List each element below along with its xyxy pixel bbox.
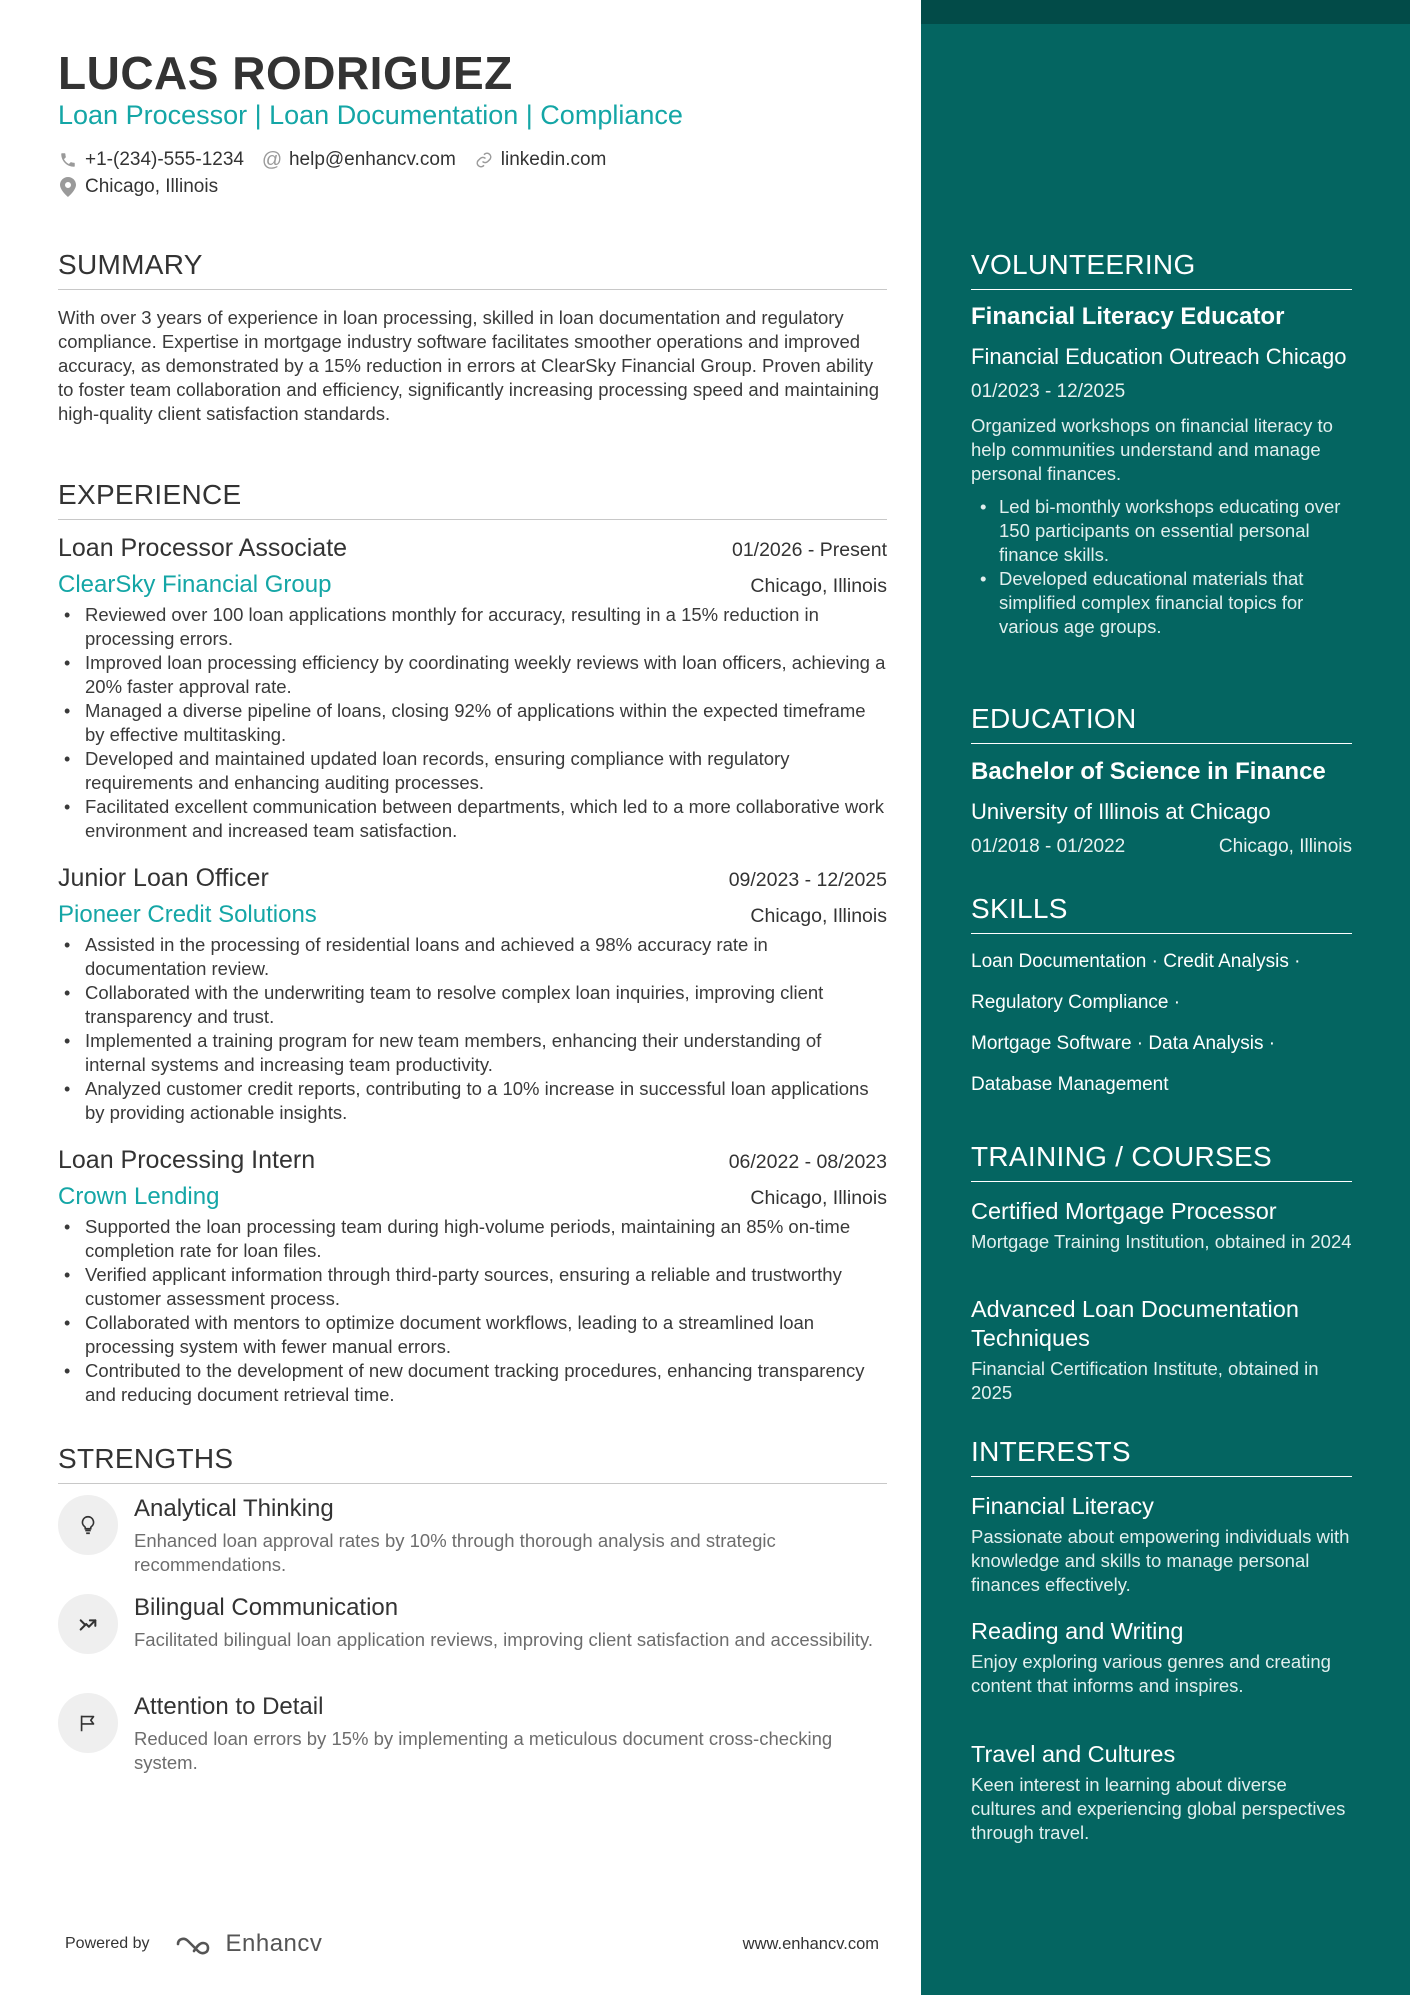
footer [65,1930,879,1958]
interest-name: Reading and Writing [971,1618,1184,1644]
skill-line: Mortgage Software · Data Analysis · [971,1033,1276,1054]
summary-heading: SUMMARY [58,249,887,290]
education-heading: EDUCATION [971,703,1352,744]
bullet: • Managed a diverse pipeline of loans, closing 92% of applications within the expected timeframe by effective multitasking. [58,699,887,747]
volunteer-org: Financial Education Outreach Chicago [971,344,1347,369]
interest-item [971,1740,1352,1845]
skill-line: Loan Documentation · Credit Analysis · [971,951,1301,972]
sidebar-top-bar [921,0,1410,24]
job-dates: 01/2026 - Present [731,539,887,561]
location-row [58,176,218,198]
powered-by-label: Powered by [65,1935,150,1952]
phone-icon [58,150,78,170]
enhancv-logo-icon [174,1932,220,1956]
job-title: Junior Loan Officer [58,864,269,892]
bullet: • Assisted in the processing of residential loans and achieved a 98% accuracy rate in documentation review. [58,933,887,981]
strength-title: Bilingual Communication [134,1594,399,1621]
bullet: • Verified applicant information through third-party sources, ensuring a reliable and trustworthy customer assessment process. [58,1263,887,1311]
job-dates: 09/2023 - 12/2025 [728,869,887,891]
training-heading: TRAINING / COURSES [971,1141,1352,1182]
interest-item [971,1617,1352,1698]
skills-heading: SKILLS [971,893,1352,934]
location-text: Chicago, Illinois [85,176,219,197]
volunteering-heading: VOLUNTEERING [971,249,1352,290]
interest-desc: Passionate about empowering individuals with knowledge and skills to manage personal finances effectively. [971,1526,1350,1595]
bullet: • Implemented a training program for new team members, enhancing their understanding of internal systems and increasing team productivity. [58,1029,887,1077]
contact-linkedin [474,149,607,171]
course-name: Advanced Loan Documentation Techniques [971,1296,1299,1351]
enhancv-logo[interactable] [174,1930,323,1958]
school: University of Illinois at Chicago [971,799,1271,824]
job-bullets [58,1215,887,1407]
contact-location [58,176,218,198]
headline: Loan Processor | Loan Documentation | Compliance [58,100,683,130]
bullet: • Developed educational materials that simplified complex financial topics for various age groups. [971,567,1352,639]
job-dates: 06/2022 - 08/2023 [728,1151,887,1173]
course-desc: Financial Certification Institute, obtained in 2025 [971,1358,1319,1403]
interest-item [971,1492,1352,1597]
powered-by [65,1930,322,1958]
bullet: • Collaborated with the underwriting team to resolve complex loan inquiries, improving client transparency and trust. [58,981,887,1029]
volunteer-bullets [971,495,1352,639]
interest-desc: Keen interest in learning about diverse cultures and experiencing global perspectives through travel. [971,1774,1346,1843]
strength-desc: Facilitated bilingual loan application reviews, improving client satisfaction and accessibility. [134,1629,873,1650]
bullet: • Reviewed over 100 loan applications monthly for accuracy, resulting in a 15% reduction in processing errors. [58,603,887,651]
bullet: • Supported the loan processing team during high-volume periods, maintaining an 85% on-time completion rate for loan files. [58,1215,887,1263]
contact-row [58,149,606,171]
trend-arrow-icon [58,1594,118,1654]
education-dates: 01/2018 - 01/2022 [971,836,1126,857]
interests-heading: INTERESTS [971,1436,1352,1477]
bullet: • Developed and maintained updated loan records, ensuring compliance with regulatory requirements and enhancing auditing processes. [58,747,887,795]
strengths-heading: STRENGTHS [58,1443,887,1484]
job-title: Loan Processing Intern [58,1146,316,1174]
phone-text[interactable]: +1-(234)-555-1234 [85,149,244,170]
at-sign-icon: @ [261,148,283,171]
education-location: Chicago, Illinois [1218,836,1352,857]
job-company: Pioneer Credit Solutions [58,901,317,928]
skills-list [971,950,1352,1114]
bullet: • Contributed to the development of new document tracking procedures, enhancing transparency and reducing document retrieval time. [58,1359,887,1407]
job-location: Chicago, Illinois [750,905,887,927]
volunteering-entry [971,303,1352,639]
lightbulb-icon [58,1495,118,1555]
skill-line: Regulatory Compliance · [971,992,1181,1013]
training-item [971,1197,1352,1254]
bullet: • Facilitated excellent communication between departments, which led to a more collaborative work environment and increased team satisfaction. [58,795,887,843]
bullet: • Improved loan processing efficiency by coordinating weekly reviews with loan officers, achieving a 20% faster approval rate. [58,651,887,699]
job-location: Chicago, Illinois [750,1187,887,1209]
email-link[interactable]: help@enhancv.com [288,149,456,170]
strength-title: Attention to Detail [134,1693,324,1720]
job-bullets [58,933,887,1125]
sidebar [921,0,1410,1995]
strength-desc: Enhanced loan approval rates by 10% through thorough analysis and strategic recommendations. [134,1530,776,1575]
contact-phone [58,149,244,171]
job-bullets [58,603,887,843]
skill-line: Database Management [971,1074,1169,1095]
website-link[interactable]: www.enhancv.com [742,1934,879,1953]
interest-name: Financial Literacy [971,1493,1154,1519]
interest-name: Travel and Cultures [971,1741,1176,1767]
job-entry [58,1146,887,1407]
job-company: Crown Lending [58,1183,220,1210]
flag-icon [58,1693,118,1753]
volunteer-role: Financial Literacy Educator [971,303,1285,330]
strength-desc: Reduced loan errors by 15% by implementing a meticulous document cross-checking system. [134,1728,833,1773]
brand-name: Enhancv [225,1930,323,1957]
training-item [971,1295,1352,1405]
experience-heading: EXPERIENCE [58,479,887,520]
interest-desc: Enjoy exploring various genres and creating content that informs and inspires. [971,1651,1331,1696]
course-name: Certified Mortgage Processor [971,1198,1277,1224]
strength-title: Analytical Thinking [134,1495,334,1522]
job-company: ClearSky Financial Group [58,571,332,598]
job-location: Chicago, Illinois [750,575,887,597]
candidate-name: LUCAS RODRIGUEZ [58,47,513,99]
summary-text: With over 3 years of experience in loan processing, skilled in loan documentation and regulatory compliance. Expertise in mortgage industry software facilitates smoother operations and improved accuracy, as demonstrated by a 15% reduction in errors at ClearSky Financial Group. Proven ability to foster team collaboration and efficiency, significantly increasing processing speed and maintaining high-quality client satisfaction standards. [58,307,879,424]
link-icon [474,150,494,170]
job-entry [58,534,887,843]
job-title: Loan Processor Associate [58,534,348,562]
education-entry [971,758,1352,858]
volunteer-dates: 01/2023 - 12/2025 [971,381,1126,402]
volunteer-desc: Organized workshops on financial literacy to help communities understand and manage personal finances. [971,415,1333,484]
bullet: • Collaborated with mentors to optimize document workflows, leading to a streamlined loan processing system with fewer manual errors. [58,1311,887,1359]
job-entry [58,864,887,1125]
bullet: • Analyzed customer credit reports, contributing to a 10% increase in successful loan applications by providing actionable insights. [58,1077,887,1125]
bullet: • Led bi-monthly workshops educating over 150 participants on essential personal finance skills. [971,495,1352,567]
linkedin-link[interactable]: linkedin.com [500,149,607,170]
degree: Bachelor of Science in Finance [971,758,1326,785]
location-pin-icon [58,177,78,197]
contact-email [262,149,456,171]
course-desc: Mortgage Training Institution, obtained in 2024 [971,1231,1352,1252]
